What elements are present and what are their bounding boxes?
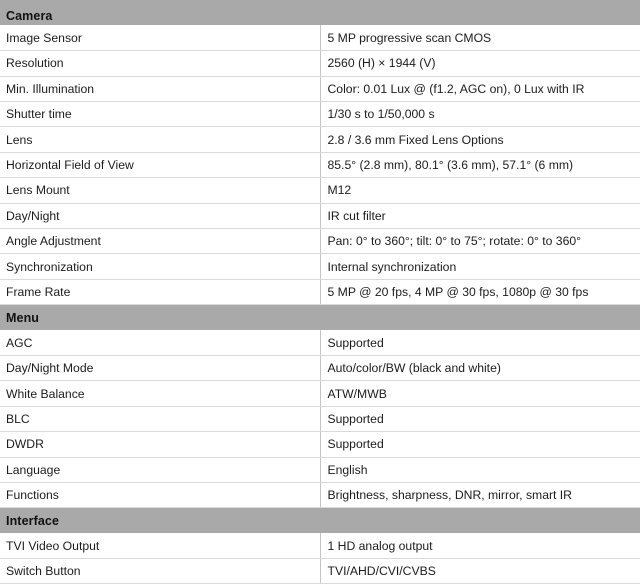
spec-value: Brightness, sharpness, DNR, mirror, smart IR — [320, 482, 640, 507]
spec-label: Functions — [0, 482, 320, 507]
spec-value: Auto/color/BW (black and white) — [320, 355, 640, 380]
spec-label: Shutter time — [0, 102, 320, 127]
table-row — [0, 76, 640, 101]
section-header-title: Menu — [0, 305, 640, 330]
spec-value: English — [320, 457, 640, 482]
section-header-title: Interface — [0, 508, 640, 533]
spec-label: White Balance — [0, 381, 320, 406]
table-row — [0, 355, 640, 380]
spec-value: M12 — [320, 178, 640, 203]
section-header-row — [0, 508, 640, 533]
table-row — [0, 127, 640, 152]
spec-value: 2.8 / 3.6 mm Fixed Lens Options — [320, 127, 640, 152]
spec-label: Day/Night Mode — [0, 355, 320, 380]
spec-label: Synchronization — [0, 254, 320, 279]
spec-label: Image Sensor — [0, 25, 320, 50]
section-header-row — [0, 305, 640, 330]
spec-label: Min. Illumination — [0, 76, 320, 101]
spec-label: Frame Rate — [0, 279, 320, 304]
spec-value: 1 HD analog output — [320, 533, 640, 558]
spec-value: Pan: 0° to 360°; tilt: 0° to 75°; rotate: 0° to 360° — [320, 229, 640, 254]
table-row — [0, 229, 640, 254]
spec-label: Day/Night — [0, 203, 320, 228]
table-row — [0, 254, 640, 279]
table-row — [0, 533, 640, 558]
spec-label: Lens Mount — [0, 178, 320, 203]
table-row — [0, 178, 640, 203]
spec-label: Language — [0, 457, 320, 482]
section-header-row — [0, 0, 640, 25]
spec-label: Switch Button — [0, 559, 320, 584]
spec-value: 85.5° (2.8 mm), 80.1° (3.6 mm), 57.1° (6 mm) — [320, 152, 640, 177]
spec-value: ATW/MWB — [320, 381, 640, 406]
table-row — [0, 102, 640, 127]
spec-label: TVI Video Output — [0, 533, 320, 558]
table-row — [0, 559, 640, 584]
spec-value: Supported — [320, 406, 640, 431]
table-row — [0, 457, 640, 482]
table-row — [0, 25, 640, 50]
spec-value: 5 MP progressive scan CMOS — [320, 25, 640, 50]
spec-label: Horizontal Field of View — [0, 152, 320, 177]
spec-value: Internal synchronization — [320, 254, 640, 279]
spec-label: DWDR — [0, 432, 320, 457]
spec-value: TVI/AHD/CVI/CVBS — [320, 559, 640, 584]
table-row — [0, 279, 640, 304]
section-header-title: Camera — [0, 0, 640, 25]
spec-value: 5 MP @ 20 fps, 4 MP @ 30 fps, 1080p @ 30 fps — [320, 279, 640, 304]
table-row — [0, 432, 640, 457]
table-row — [0, 152, 640, 177]
spec-label: AGC — [0, 330, 320, 355]
table-row — [0, 406, 640, 431]
spec-value: Supported — [320, 432, 640, 457]
spec-value: 1/30 s to 1/50,000 s — [320, 102, 640, 127]
spec-label: Lens — [0, 127, 320, 152]
spec-label: Resolution — [0, 51, 320, 76]
spec-value: Supported — [320, 330, 640, 355]
spec-value: 2560 (H) × 1944 (V) — [320, 51, 640, 76]
table-row — [0, 381, 640, 406]
table-row — [0, 482, 640, 507]
spec-value: Color: 0.01 Lux @ (f1.2, AGC on), 0 Lux with IR — [320, 76, 640, 101]
spec-label: Angle Adjustment — [0, 229, 320, 254]
table-row — [0, 51, 640, 76]
table-row — [0, 330, 640, 355]
table-row — [0, 203, 640, 228]
spec-value: IR cut filter — [320, 203, 640, 228]
spec-label: BLC — [0, 406, 320, 431]
